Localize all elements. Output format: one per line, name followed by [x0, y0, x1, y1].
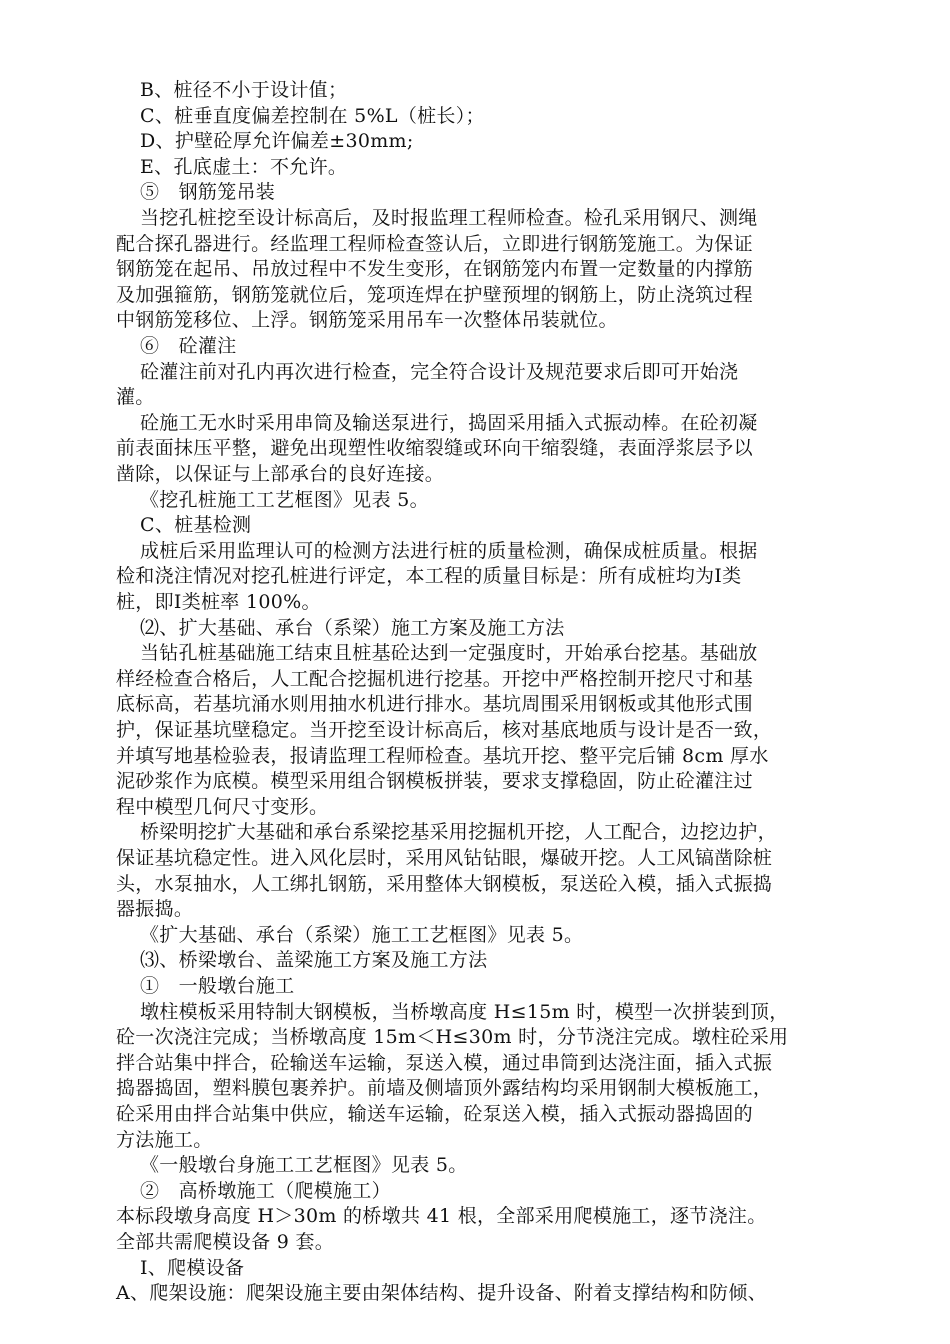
text-line: 《一般墩台身施工工艺框图》见表 5。: [140, 1154, 468, 1177]
text-line: 当钻孔桩基础施工结束且桩基砼达到一定强度时，开始承台挖基。基础放: [140, 642, 758, 665]
text-line: ② 高桥墩施工（爬模施工）: [140, 1179, 391, 1202]
text-line: 配合探孔器进行。经监理工程师检查签认后，立即进行钢筋笼施工。为保证: [116, 232, 753, 255]
text-line: 中钢筋笼移位、上浮。钢筋笼采用吊车一次整体吊装就位。: [116, 309, 618, 332]
text-line: 拌合站集中拌合，砼输送车运输，泵送入模，通过串筒到达浇注面，插入式振: [116, 1051, 773, 1074]
text-line: 墩柱模板采用特制大钢模板，当桥墩高度 H≤15m 时，模型一次拼装到顶，: [140, 1000, 789, 1023]
text-line: 泥砂浆作为底模。模型采用组合钢模板拼装，要求支撑稳固，防止砼灌注过: [116, 770, 753, 793]
text-line: C、桩垂直度偏差控制在 5%L（桩长）；: [140, 104, 485, 127]
text-line: A、爬架设施：爬架设施主要由架体结构、提升设备、附着支撑结构和防倾、: [116, 1282, 767, 1305]
text-line: 保证基坑稳定性。进入风化层时，采用风钻钻眼，爆破开挖。人工风镐凿除桩: [116, 847, 773, 869]
text-line: 检和浇注情况对挖孔桩进行评定，本工程的质量目标是：所有成桩均为Ⅰ类: [116, 565, 742, 588]
text-line: 桩，即Ⅰ类桩率 100%。: [116, 591, 321, 613]
text-line: 捣器捣固，塑料膜包裹养护。前墙及侧墙顶外露结构均采用钢制大模板施工，: [116, 1077, 773, 1100]
text-line: 护，保证基坑壁稳定。当开挖至设计标高后，核对基底地质与设计是否一致，: [116, 719, 773, 741]
text-line: C、桩基检测: [140, 514, 252, 537]
text-line: 方法施工。: [116, 1128, 213, 1151]
text-line: 砼一次浇注完成；当桥墩高度 15m＜H≤30m 时，分节浇注完成。墩柱砼采用: [116, 1026, 789, 1049]
text-line: 本标段墩身高度 H＞30m 的桥墩共 41 根，全部采用爬模施工，逐节浇注。: [116, 1205, 767, 1228]
text-line: 样经检查合格后，人工配合挖掘机进行挖基。开挖中严格控制开挖尺寸和基: [116, 667, 753, 690]
text-line: 当挖孔桩挖至设计标高后，及时报监理工程师检查。检孔采用钢尺、测绳: [140, 207, 758, 229]
text-line: 器振捣。: [116, 898, 194, 921]
text-line: 砼采用由拌合站集中供应，输送车运输，砼泵送入模，插入式振动器捣固的: [116, 1103, 753, 1125]
text-line: 及加强箍筋，钢筋笼就位后，笼项连焊在护壁预埋的钢筋上，防止浇筑过程: [116, 283, 753, 306]
text-line: 并填写地基检验表，报请监理工程师检查。基坑开挖、整平完后铺 8cm 厚水: [116, 744, 769, 767]
text-line: 桥梁明挖扩大基础和承台系梁挖基采用挖掘机开挖，人工配合，边挖边护，: [140, 821, 777, 844]
text-line: D、护壁砼厚允许偏差±30mm;: [140, 130, 414, 153]
text-line: 《挖孔桩施工工艺框图》见表 5。: [140, 488, 429, 511]
text-line: ⑶、桥梁墩台、盖梁施工方案及施工方法: [140, 949, 488, 972]
text-line: E、孔底虚土：不允许。: [140, 155, 348, 178]
text-line: 砼灌注前对孔内再次进行检查，完全符合设计及规范要求后即可开始浇: [140, 360, 739, 383]
text-line: 《扩大基础、承台（系梁）施工工艺框图》见表 5。: [140, 923, 584, 946]
text-line: ⑵、扩大基础、承台（系梁）施工方案及施工方法: [140, 616, 565, 639]
text-line: ⑤ 钢筋笼吊装: [140, 181, 276, 204]
text-line: 成桩后采用监理认可的检测方法进行桩的质量检测，确保成桩质量。根据: [140, 539, 758, 562]
text-line: 底标高，若基坑涌水则用抽水机进行排水。基坑周围采用钢板或其他形式围: [116, 693, 753, 716]
text-line: 全部共需爬模设备 9 套。: [116, 1231, 335, 1253]
text-line: 头，水泵抽水，人工绑扎钢筋，采用整体大钢模板，泵送砼入模，插入式振捣: [116, 872, 773, 895]
text-line: ① 一般墩台施工: [140, 975, 295, 997]
text-line: 程中模型几何尺寸变形。: [116, 795, 329, 818]
text-line: 砼施工无水时采用串筒及输送泵进行，捣固采用插入式振动棒。在砼初凝: [140, 411, 758, 434]
text-line: ⑥ 砼灌注: [140, 335, 237, 357]
text-line: 前表面抹压平整，避免出现塑性收缩裂缝或环向干缩裂缝，表面浮浆层予以: [116, 437, 753, 460]
text-line: Ⅰ、爬模设备: [140, 1256, 245, 1279]
text-line: 灌。: [116, 386, 155, 409]
text-line: 凿除，以保证与上部承台的良好连接。: [116, 463, 445, 485]
text-line: 钢筋笼在起吊、吊放过程中不发生变形，在钢筋笼内布置一定数量的内撑筋: [116, 258, 753, 281]
text-line: B、桩径不小于设计值；: [140, 79, 348, 101]
